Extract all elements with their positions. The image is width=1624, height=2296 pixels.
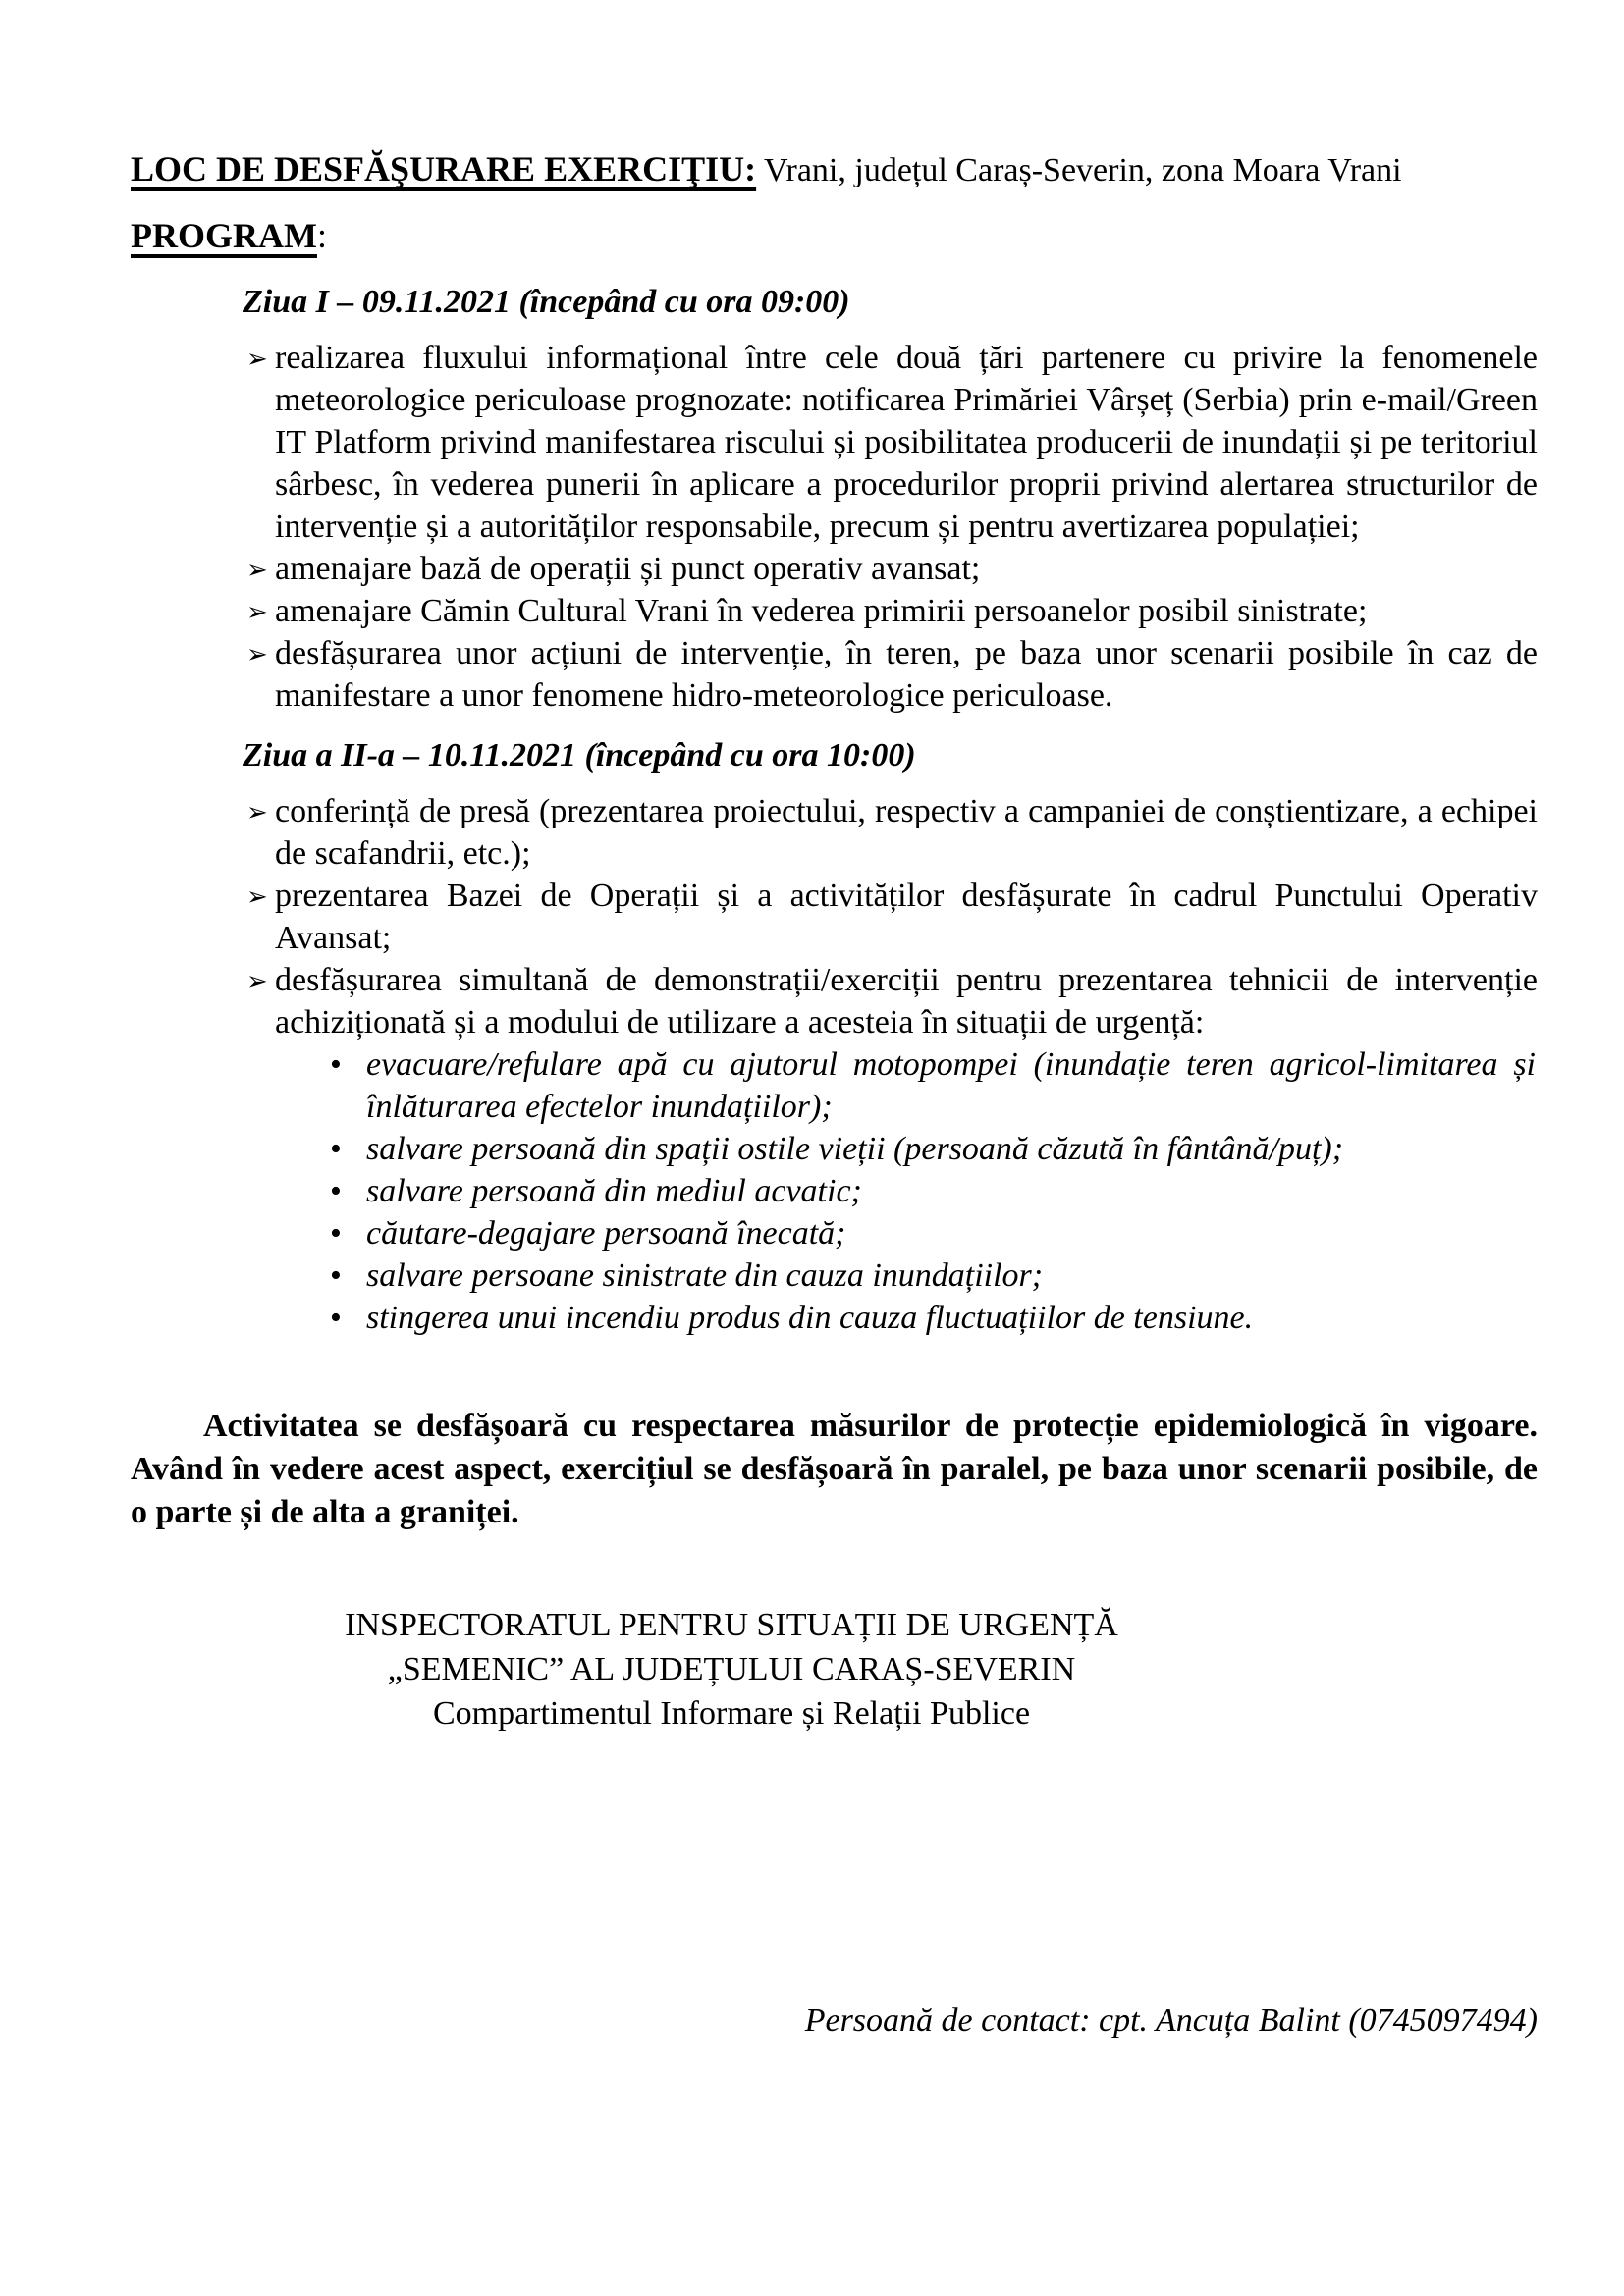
day1-bullet xyxy=(131,548,1538,590)
day2-bullet-list xyxy=(131,790,1538,1339)
demo-sub-bullet xyxy=(131,1043,1538,1128)
arrow-bullet-icon: ➢ xyxy=(246,967,268,996)
contact-line: Persoană de contact: cpt. Ancuța Balint (0745097494) xyxy=(804,2002,1538,2039)
program-heading-label: PROGRAM xyxy=(131,216,317,255)
demo-sub-bullet-text: salvare persoană din mediul acvatic; xyxy=(366,1173,862,1209)
demo-sub-bullet-text: evacuare/refulare apă cu ajutorul motopompei (inundație teren agricol-limitarea și înlăturarea efectelor inundațiilor); xyxy=(366,1046,1536,1125)
arrow-bullet-icon: ➢ xyxy=(246,882,268,912)
demo-sub-bullet-text: salvare persoană din spații ostile vieții (persoană căzută în fântână/puț); xyxy=(366,1131,1344,1167)
dot-bullet-icon: • xyxy=(330,1215,342,1252)
program-heading-colon: : xyxy=(316,216,327,255)
day1-bullet-text: amenajare Cămin Cultural Vrani în vederea primirii persoanelor posibil sinistrate; xyxy=(275,593,1368,629)
day1-bullet xyxy=(131,590,1538,632)
exercise-location-label: LOC DE DESFĂŞURARE EXERCIŢIU: xyxy=(131,149,757,188)
signature-line: „SEMENIC” AL JUDEȚULUI CARAȘ-SEVERIN xyxy=(387,1651,1076,1687)
exercise-location-value: Vrani, județul Caraș-Severin, zona Moara Vrani xyxy=(764,152,1402,188)
demo-sub-bullet xyxy=(131,1255,1538,1297)
signature-line: INSPECTORATUL PENTRU SITUAȚII DE URGENȚĂ xyxy=(345,1607,1118,1643)
day2-bullet xyxy=(131,790,1538,875)
demo-sub-bullet-text: căutare-degajare persoană înecată; xyxy=(366,1215,846,1252)
arrow-bullet-icon: ➢ xyxy=(246,798,268,828)
dot-bullet-icon: • xyxy=(330,1046,342,1083)
day1-bullet-text: desfășurarea unor acțiuni de intervenție, în teren, pe baza unor scenarii posibile în caz de manifestare a unor fenomene hidro-meteorologice periculoase. xyxy=(275,635,1538,714)
day2-bullet xyxy=(131,875,1538,959)
day2-bullet-text: desfășurarea simultană de demonstrații/exerciții pentru prezentarea tehnicii de intervenție achiziționată și a modului de utilizare a acesteia în situații de urgență: xyxy=(275,962,1538,1041)
demo-sub-bullet xyxy=(131,1297,1538,1339)
demo-sub-bullet xyxy=(131,1128,1538,1170)
arrow-bullet-icon: ➢ xyxy=(246,345,268,374)
day1-heading: Ziua I – 09.11.2021 (începând cu ora 09:00) xyxy=(243,284,850,320)
demo-sub-bullet xyxy=(131,1170,1538,1212)
dot-bullet-icon: • xyxy=(330,1131,342,1167)
demo-sub-bullet xyxy=(131,1212,1538,1255)
signature-line: Compartimentul Informare și Relații Publice xyxy=(432,1695,1031,1732)
program-heading xyxy=(131,214,1538,259)
day1-bullet xyxy=(131,337,1538,548)
arrow-bullet-icon: ➢ xyxy=(246,640,268,669)
exercise-location-line xyxy=(131,147,1538,192)
day1-bullet-text: amenajare bază de operații și punct operativ avansat; xyxy=(275,551,981,587)
dot-bullet-icon: • xyxy=(330,1300,342,1336)
arrow-bullet-icon: ➢ xyxy=(246,556,268,585)
dot-bullet-icon: • xyxy=(330,1257,342,1294)
demo-sub-bullet-text: salvare persoane sinistrate din cauza inundațiilor; xyxy=(366,1257,1044,1294)
day1-bullet-list xyxy=(131,337,1538,717)
demo-sub-bullet-text: stingerea unui incendiu produs din cauza fluctuațiilor de tensiune. xyxy=(366,1300,1254,1336)
signature-block xyxy=(131,1603,1332,1735)
day2-heading: Ziua a II-a – 10.11.2021 (începând cu ora 10:00) xyxy=(243,737,916,774)
day2-bullet-text: conferință de presă (prezentarea proiectului, respectiv a campaniei de conștientizare, a echipei de scafandrii, etc.); xyxy=(275,793,1538,872)
dot-bullet-icon: • xyxy=(330,1173,342,1209)
day2-bullet xyxy=(131,959,1538,1043)
day2-bullet-text: prezentarea Bazei de Operații și a activităților desfășurate în cadrul Punctului Operativ Avansat; xyxy=(275,878,1538,956)
day1-bullet-text: realizarea fluxului informațional între cele două țări partenere cu privire la fenomenele meteorologice periculoase prognozate: notificarea Primăriei Vârșeț (Serbia) prin e-mail/Green IT Platform privind manifestarea riscului și posibilitatea producerii de inundații și pe teritoriul sârbesc, în vederea punerii în aplicare a procedurilor proprii privind alertarea structurilor de intervenție și a autorităților responsabile, precum și pentru avertizarea populației; xyxy=(275,340,1538,545)
day1-bullet xyxy=(131,632,1538,717)
arrow-bullet-icon: ➢ xyxy=(246,598,268,627)
closing-note: Activitatea se desfășoară cu respectarea măsurilor de protecție epidemiologică în vigoare. Având în vedere acest aspect, exercițiul se desfășoară în paralel, pe baza unor scenarii posibile, de o parte și de alta a graniței. xyxy=(131,1408,1538,1530)
